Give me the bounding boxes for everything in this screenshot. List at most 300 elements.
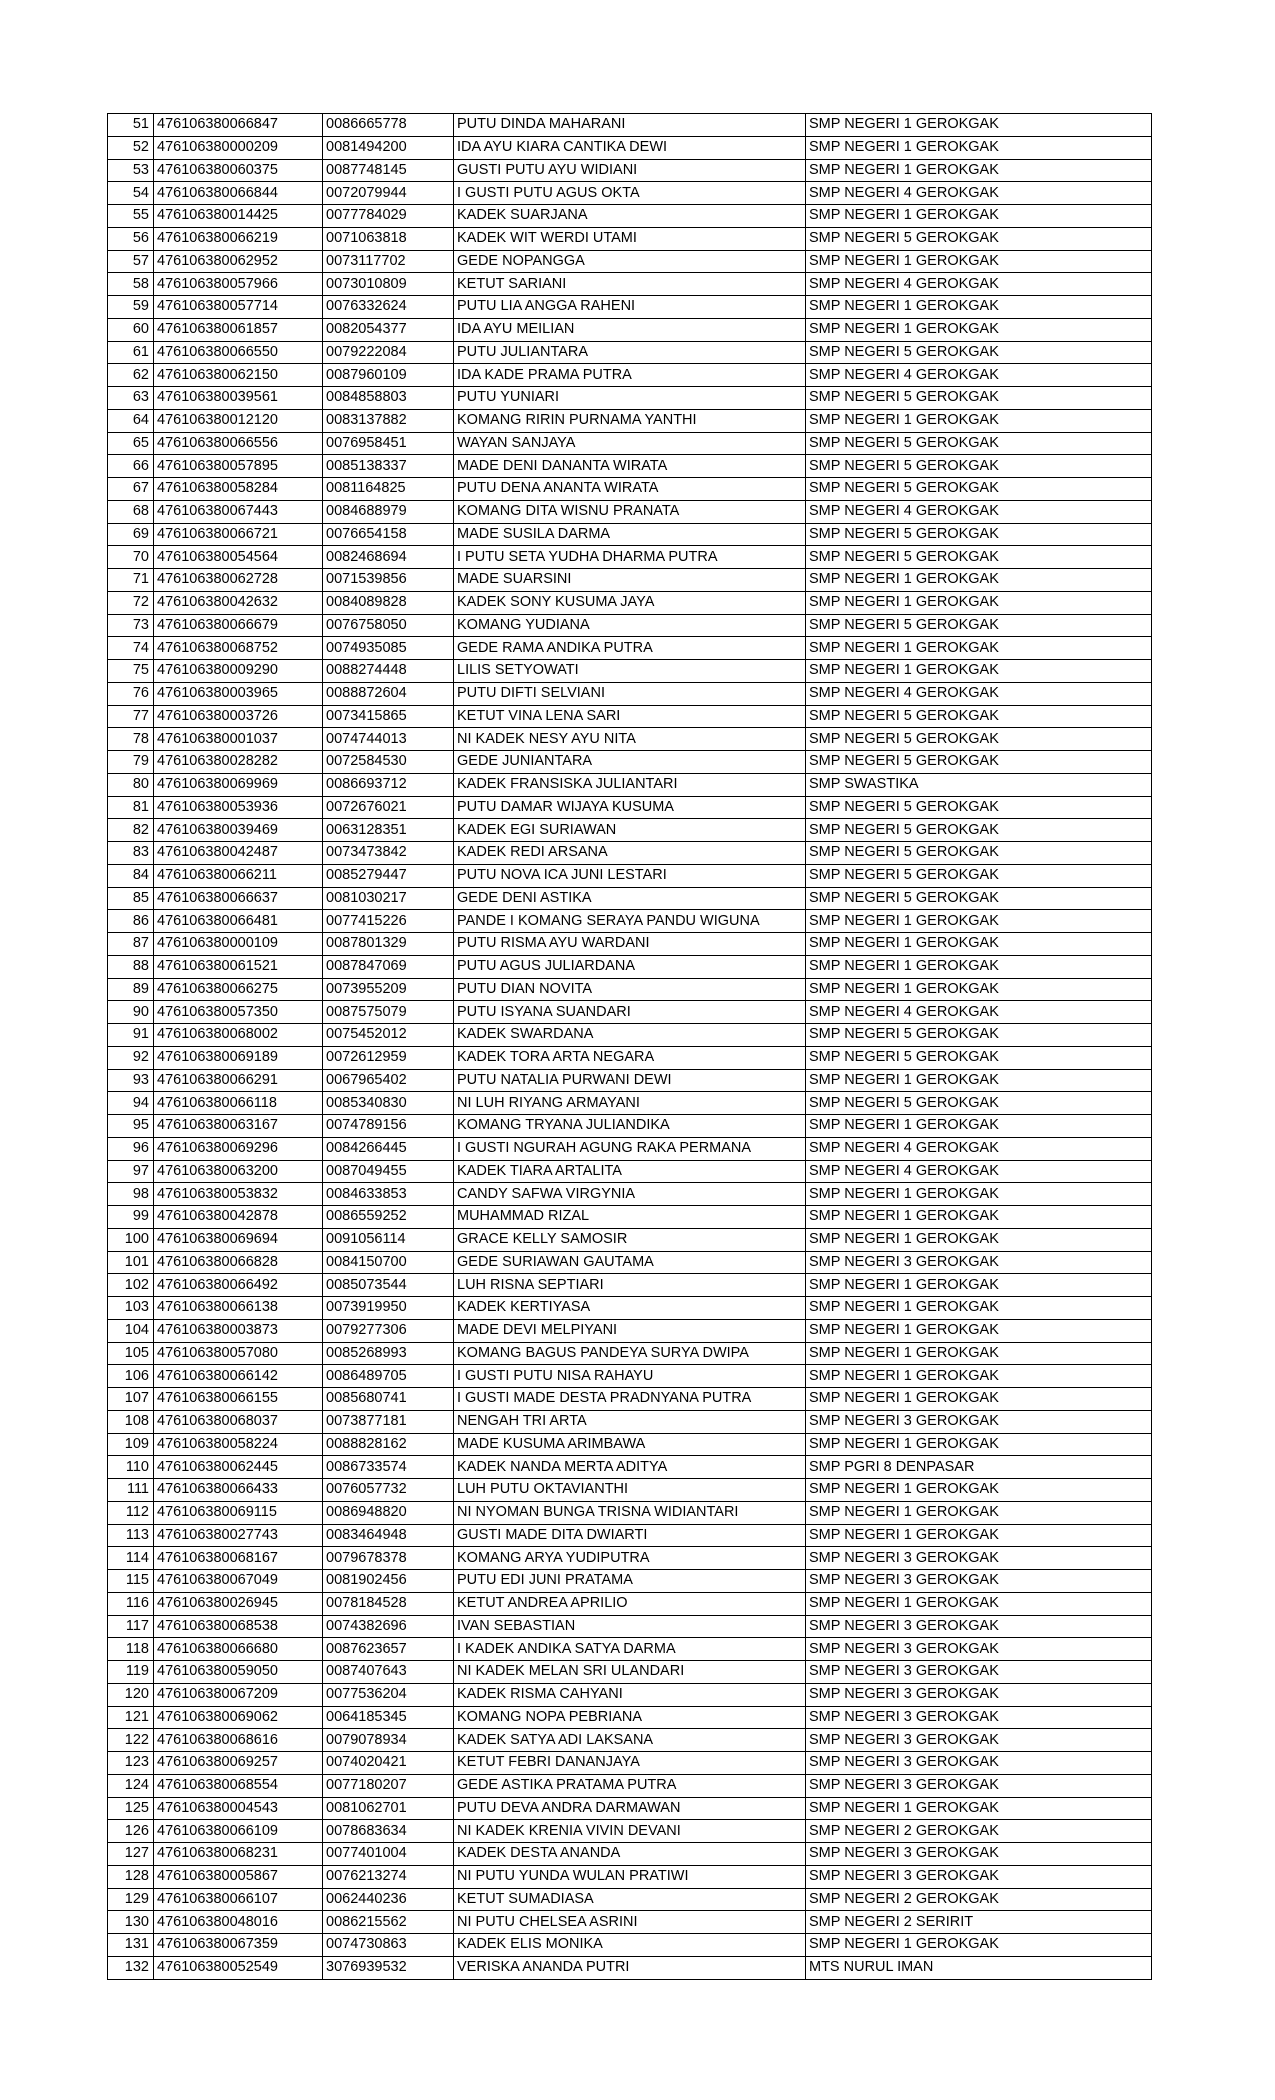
student-name-cell: NI PUTU CHELSEA ASRINI bbox=[454, 1911, 806, 1934]
school-name-cell: SMP NEGERI 3 GEROKGAK bbox=[806, 1865, 1152, 1888]
registration-number-cell: 476106380069189 bbox=[154, 1046, 323, 1069]
row-number-cell: 70 bbox=[108, 546, 154, 569]
nisn-cell: 0072584530 bbox=[323, 751, 454, 774]
row-number-cell: 118 bbox=[108, 1638, 154, 1661]
school-name-cell: SMP NEGERI 5 GEROKGAK bbox=[806, 1046, 1152, 1069]
nisn-cell: 0072676021 bbox=[323, 796, 454, 819]
student-name-cell: KETUT SARIANI bbox=[454, 273, 806, 296]
registration-number-cell: 476106380014425 bbox=[154, 205, 323, 228]
row-number-cell: 56 bbox=[108, 227, 154, 250]
registration-number-cell: 476106380066291 bbox=[154, 1069, 323, 1092]
school-name-cell: SMP NEGERI 5 GEROKGAK bbox=[806, 546, 1152, 569]
table-row bbox=[108, 1069, 1152, 1092]
nisn-cell: 0072079944 bbox=[323, 182, 454, 205]
school-name-cell: SMP NEGERI 1 GEROKGAK bbox=[806, 1479, 1152, 1502]
registration-number-cell: 476106380061857 bbox=[154, 318, 323, 341]
registration-number-cell: 476106380012120 bbox=[154, 409, 323, 432]
table-row bbox=[108, 1934, 1152, 1957]
student-name-cell: NI LUH RIYANG ARMAYANI bbox=[454, 1092, 806, 1115]
table-row bbox=[108, 728, 1152, 751]
table-row bbox=[108, 227, 1152, 250]
nisn-cell: 0087049455 bbox=[323, 1160, 454, 1183]
registration-number-cell: 476106380068538 bbox=[154, 1615, 323, 1638]
registration-number-cell: 476106380066844 bbox=[154, 182, 323, 205]
row-number-cell: 98 bbox=[108, 1183, 154, 1206]
registration-number-cell: 476106380028282 bbox=[154, 751, 323, 774]
student-name-cell: MADE SUARSINI bbox=[454, 569, 806, 592]
registration-number-cell: 476106380057350 bbox=[154, 1001, 323, 1024]
row-number-cell: 66 bbox=[108, 455, 154, 478]
nisn-cell: 0077784029 bbox=[323, 205, 454, 228]
nisn-cell: 0091056114 bbox=[323, 1228, 454, 1251]
table-row bbox=[108, 1092, 1152, 1115]
table-row bbox=[108, 842, 1152, 865]
nisn-cell: 0084688979 bbox=[323, 500, 454, 523]
registration-number-cell: 476106380060375 bbox=[154, 159, 323, 182]
table-row bbox=[108, 478, 1152, 501]
school-name-cell: SMP NEGERI 1 GEROKGAK bbox=[806, 955, 1152, 978]
registration-number-cell: 476106380067049 bbox=[154, 1570, 323, 1593]
row-number-cell: 80 bbox=[108, 773, 154, 796]
student-name-cell: GRACE KELLY SAMOSIR bbox=[454, 1228, 806, 1251]
row-number-cell: 106 bbox=[108, 1365, 154, 1388]
row-number-cell: 71 bbox=[108, 569, 154, 592]
registration-number-cell: 476106380057966 bbox=[154, 273, 323, 296]
table-row bbox=[108, 864, 1152, 887]
nisn-cell: 0071539856 bbox=[323, 569, 454, 592]
student-name-cell: KADEK TORA ARTA NEGARA bbox=[454, 1046, 806, 1069]
school-name-cell: SMP NEGERI 5 GEROKGAK bbox=[806, 341, 1152, 364]
nisn-cell: 0078683634 bbox=[323, 1820, 454, 1843]
nisn-cell: 0088828162 bbox=[323, 1433, 454, 1456]
student-name-cell: KOMANG RIRIN PURNAMA YANTHI bbox=[454, 409, 806, 432]
registration-number-cell: 476106380069694 bbox=[154, 1228, 323, 1251]
school-name-cell: SMP NEGERI 2 GEROKGAK bbox=[806, 1820, 1152, 1843]
row-number-cell: 74 bbox=[108, 637, 154, 660]
nisn-cell: 0077415226 bbox=[323, 910, 454, 933]
school-name-cell: SMP NEGERI 3 GEROKGAK bbox=[806, 1615, 1152, 1638]
school-name-cell: SMP NEGERI 3 GEROKGAK bbox=[806, 1661, 1152, 1684]
school-name-cell: SMP NEGERI 1 GEROKGAK bbox=[806, 1797, 1152, 1820]
row-number-cell: 55 bbox=[108, 205, 154, 228]
table-row bbox=[108, 1570, 1152, 1593]
nisn-cell: 0086559252 bbox=[323, 1206, 454, 1229]
table-row bbox=[108, 773, 1152, 796]
student-name-cell: KADEK ELIS MONIKA bbox=[454, 1934, 806, 1957]
school-name-cell: SMP NEGERI 1 GEROKGAK bbox=[806, 637, 1152, 660]
registration-number-cell: 476106380058284 bbox=[154, 478, 323, 501]
table-row bbox=[108, 1956, 1152, 1979]
school-name-cell: SMP NEGERI 1 GEROKGAK bbox=[806, 1115, 1152, 1138]
nisn-cell: 0082054377 bbox=[323, 318, 454, 341]
student-name-cell: I GUSTI PUTU AGUS OKTA bbox=[454, 182, 806, 205]
row-number-cell: 110 bbox=[108, 1456, 154, 1479]
student-name-cell: KADEK SONY KUSUMA JAYA bbox=[454, 591, 806, 614]
school-name-cell: SMP NEGERI 1 GEROKGAK bbox=[806, 1365, 1152, 1388]
nisn-cell: 0081062701 bbox=[323, 1797, 454, 1820]
student-name-cell: PUTU NOVA ICA JUNI LESTARI bbox=[454, 864, 806, 887]
row-number-cell: 79 bbox=[108, 751, 154, 774]
table-row bbox=[108, 1888, 1152, 1911]
registration-number-cell: 476106380066211 bbox=[154, 864, 323, 887]
row-number-cell: 94 bbox=[108, 1092, 154, 1115]
nisn-cell: 0082468694 bbox=[323, 546, 454, 569]
table-row bbox=[108, 1410, 1152, 1433]
table-row bbox=[108, 500, 1152, 523]
table-row bbox=[108, 569, 1152, 592]
registration-number-cell: 476106380053832 bbox=[154, 1183, 323, 1206]
registration-number-cell: 476106380003726 bbox=[154, 705, 323, 728]
nisn-cell: 0084150700 bbox=[323, 1251, 454, 1274]
registration-number-cell: 476106380066433 bbox=[154, 1479, 323, 1502]
student-name-cell: PUTU DAMAR WIJAYA KUSUMA bbox=[454, 796, 806, 819]
row-number-cell: 63 bbox=[108, 387, 154, 410]
nisn-cell: 0076057732 bbox=[323, 1479, 454, 1502]
registration-number-cell: 476106380066680 bbox=[154, 1638, 323, 1661]
nisn-cell: 0075452012 bbox=[323, 1024, 454, 1047]
nisn-cell: 0072612959 bbox=[323, 1046, 454, 1069]
nisn-cell: 0081902456 bbox=[323, 1570, 454, 1593]
student-name-cell: GUSTI MADE DITA DWIARTI bbox=[454, 1524, 806, 1547]
registration-number-cell: 476106380062952 bbox=[154, 250, 323, 273]
nisn-cell: 0086489705 bbox=[323, 1365, 454, 1388]
nisn-cell: 0073117702 bbox=[323, 250, 454, 273]
nisn-cell: 0086733574 bbox=[323, 1456, 454, 1479]
table-row bbox=[108, 705, 1152, 728]
school-name-cell: SMP NEGERI 1 GEROKGAK bbox=[806, 569, 1152, 592]
table-row bbox=[108, 1388, 1152, 1411]
school-name-cell: SMP NEGERI 1 GEROKGAK bbox=[806, 205, 1152, 228]
school-name-cell: SMP NEGERI 3 GEROKGAK bbox=[806, 1570, 1152, 1593]
nisn-cell: 0083137882 bbox=[323, 409, 454, 432]
student-name-cell: KADEK WIT WERDI UTAMI bbox=[454, 227, 806, 250]
row-number-cell: 88 bbox=[108, 955, 154, 978]
student-name-cell: GEDE RAMA ANDIKA PUTRA bbox=[454, 637, 806, 660]
registration-number-cell: 476106380042878 bbox=[154, 1206, 323, 1229]
student-name-cell: GEDE SURIAWAN GAUTAMA bbox=[454, 1251, 806, 1274]
row-number-cell: 101 bbox=[108, 1251, 154, 1274]
table-row bbox=[108, 1683, 1152, 1706]
registration-number-cell: 476106380068752 bbox=[154, 637, 323, 660]
table-row bbox=[108, 387, 1152, 410]
row-number-cell: 81 bbox=[108, 796, 154, 819]
nisn-cell: 0064185345 bbox=[323, 1706, 454, 1729]
registration-number-cell: 476106380039561 bbox=[154, 387, 323, 410]
row-number-cell: 132 bbox=[108, 1956, 154, 1979]
nisn-cell: 0084633853 bbox=[323, 1183, 454, 1206]
table-row bbox=[108, 637, 1152, 660]
nisn-cell: 0085680741 bbox=[323, 1388, 454, 1411]
school-name-cell: SMP NEGERI 1 GEROKGAK bbox=[806, 1297, 1152, 1320]
row-number-cell: 124 bbox=[108, 1774, 154, 1797]
school-name-cell: SMP NEGERI 1 GEROKGAK bbox=[806, 136, 1152, 159]
table-row bbox=[108, 591, 1152, 614]
school-name-cell: SMP NEGERI 2 GEROKGAK bbox=[806, 1888, 1152, 1911]
nisn-cell: 0084858803 bbox=[323, 387, 454, 410]
row-number-cell: 102 bbox=[108, 1274, 154, 1297]
student-name-cell: I PUTU SETA YUDHA DHARMA PUTRA bbox=[454, 546, 806, 569]
nisn-cell: 0078184528 bbox=[323, 1592, 454, 1615]
school-name-cell: SMP NEGERI 4 GEROKGAK bbox=[806, 182, 1152, 205]
school-name-cell: SMP NEGERI 1 GEROKGAK bbox=[806, 250, 1152, 273]
nisn-cell: 0073473842 bbox=[323, 842, 454, 865]
registration-number-cell: 476106380066155 bbox=[154, 1388, 323, 1411]
student-name-cell: I KADEK ANDIKA SATYA DARMA bbox=[454, 1638, 806, 1661]
row-number-cell: 64 bbox=[108, 409, 154, 432]
student-name-cell: LUH RISNA SEPTIARI bbox=[454, 1274, 806, 1297]
school-name-cell: SMP NEGERI 3 GEROKGAK bbox=[806, 1706, 1152, 1729]
nisn-cell: 0071063818 bbox=[323, 227, 454, 250]
nisn-cell: 0073955209 bbox=[323, 978, 454, 1001]
school-name-cell: SMP NEGERI 1 GEROKGAK bbox=[806, 1433, 1152, 1456]
registration-number-cell: 476106380066847 bbox=[154, 114, 323, 137]
school-name-cell: SMP NEGERI 1 GEROKGAK bbox=[806, 1228, 1152, 1251]
school-name-cell: SMP NEGERI 1 GEROKGAK bbox=[806, 114, 1152, 137]
row-number-cell: 69 bbox=[108, 523, 154, 546]
table-row bbox=[108, 1342, 1152, 1365]
school-name-cell: SMP NEGERI 3 GEROKGAK bbox=[806, 1683, 1152, 1706]
table-row bbox=[108, 751, 1152, 774]
table-row bbox=[108, 1706, 1152, 1729]
registration-number-cell: 476106380069969 bbox=[154, 773, 323, 796]
row-number-cell: 113 bbox=[108, 1524, 154, 1547]
nisn-cell: 0087801329 bbox=[323, 933, 454, 956]
nisn-cell: 0079678378 bbox=[323, 1547, 454, 1570]
registration-number-cell: 476106380026945 bbox=[154, 1592, 323, 1615]
row-number-cell: 57 bbox=[108, 250, 154, 273]
table-row bbox=[108, 1501, 1152, 1524]
table-row bbox=[108, 1183, 1152, 1206]
school-name-cell: SMP NEGERI 1 GEROKGAK bbox=[806, 1319, 1152, 1342]
nisn-cell: 0081494200 bbox=[323, 136, 454, 159]
student-name-cell: KADEK DESTA ANANDA bbox=[454, 1843, 806, 1866]
registration-number-cell: 476106380066637 bbox=[154, 887, 323, 910]
table-row bbox=[108, 1547, 1152, 1570]
nisn-cell: 0086948820 bbox=[323, 1501, 454, 1524]
student-name-cell: NI KADEK MELAN SRI ULANDARI bbox=[454, 1661, 806, 1684]
student-name-cell: PUTU YUNIARI bbox=[454, 387, 806, 410]
student-name-cell: IVAN SEBASTIAN bbox=[454, 1615, 806, 1638]
student-name-cell: KADEK SWARDANA bbox=[454, 1024, 806, 1047]
row-number-cell: 112 bbox=[108, 1501, 154, 1524]
nisn-cell: 0077180207 bbox=[323, 1774, 454, 1797]
nisn-cell: 0079078934 bbox=[323, 1729, 454, 1752]
school-name-cell: SMP NEGERI 1 GEROKGAK bbox=[806, 1183, 1152, 1206]
student-name-cell: PUTU DENA ANANTA WIRATA bbox=[454, 478, 806, 501]
row-number-cell: 72 bbox=[108, 591, 154, 614]
nisn-cell: 0074020421 bbox=[323, 1752, 454, 1775]
row-number-cell: 84 bbox=[108, 864, 154, 887]
school-name-cell: SMP NEGERI 4 GEROKGAK bbox=[806, 682, 1152, 705]
student-name-cell: PANDE I KOMANG SERAYA PANDU WIGUNA bbox=[454, 910, 806, 933]
student-name-cell: MUHAMMAD RIZAL bbox=[454, 1206, 806, 1229]
table-row bbox=[108, 159, 1152, 182]
table-row bbox=[108, 318, 1152, 341]
table-row bbox=[108, 1433, 1152, 1456]
registration-number-cell: 476106380000109 bbox=[154, 933, 323, 956]
registration-number-cell: 476106380058224 bbox=[154, 1433, 323, 1456]
row-number-cell: 131 bbox=[108, 1934, 154, 1957]
school-name-cell: SMP NEGERI 1 GEROKGAK bbox=[806, 159, 1152, 182]
nisn-cell: 0076758050 bbox=[323, 614, 454, 637]
school-name-cell: SMP NEGERI 1 GEROKGAK bbox=[806, 910, 1152, 933]
table-row bbox=[108, 1479, 1152, 1502]
table-row bbox=[108, 796, 1152, 819]
school-name-cell: SMP NEGERI 5 GEROKGAK bbox=[806, 614, 1152, 637]
table-row bbox=[108, 1911, 1152, 1934]
table-row bbox=[108, 296, 1152, 319]
registration-number-cell: 476106380067209 bbox=[154, 1683, 323, 1706]
student-table-body bbox=[108, 114, 1152, 1980]
school-name-cell: SMP NEGERI 5 GEROKGAK bbox=[806, 455, 1152, 478]
registration-number-cell: 476106380067443 bbox=[154, 500, 323, 523]
table-row bbox=[108, 1001, 1152, 1024]
nisn-cell: 0079277306 bbox=[323, 1319, 454, 1342]
row-number-cell: 60 bbox=[108, 318, 154, 341]
student-name-cell: KADEK EGI SURIAWAN bbox=[454, 819, 806, 842]
registration-number-cell: 476106380009290 bbox=[154, 660, 323, 683]
row-number-cell: 97 bbox=[108, 1160, 154, 1183]
registration-number-cell: 476106380003965 bbox=[154, 682, 323, 705]
table-row bbox=[108, 1797, 1152, 1820]
registration-number-cell: 476106380059050 bbox=[154, 1661, 323, 1684]
registration-number-cell: 476106380005867 bbox=[154, 1865, 323, 1888]
table-row bbox=[108, 1160, 1152, 1183]
student-name-cell: KOMANG NOPA PEBRIANA bbox=[454, 1706, 806, 1729]
school-name-cell: SMP NEGERI 5 GEROKGAK bbox=[806, 227, 1152, 250]
row-number-cell: 62 bbox=[108, 364, 154, 387]
row-number-cell: 107 bbox=[108, 1388, 154, 1411]
registration-number-cell: 476106380066109 bbox=[154, 1820, 323, 1843]
registration-number-cell: 476106380066828 bbox=[154, 1251, 323, 1274]
student-name-cell: PUTU AGUS JULIARDANA bbox=[454, 955, 806, 978]
table-row bbox=[108, 660, 1152, 683]
school-name-cell: SMP NEGERI 5 GEROKGAK bbox=[806, 864, 1152, 887]
nisn-cell: 0086665778 bbox=[323, 114, 454, 137]
nisn-cell: 0081164825 bbox=[323, 478, 454, 501]
row-number-cell: 119 bbox=[108, 1661, 154, 1684]
registration-number-cell: 476106380001037 bbox=[154, 728, 323, 751]
school-name-cell: SMP NEGERI 3 GEROKGAK bbox=[806, 1843, 1152, 1866]
row-number-cell: 93 bbox=[108, 1069, 154, 1092]
table-row bbox=[108, 614, 1152, 637]
student-name-cell: NI KADEK KRENIA VIVIN DEVANI bbox=[454, 1820, 806, 1843]
registration-number-cell: 476106380062150 bbox=[154, 364, 323, 387]
student-name-cell: KETUT ANDREA APRILIO bbox=[454, 1592, 806, 1615]
school-name-cell: SMP NEGERI 3 GEROKGAK bbox=[806, 1774, 1152, 1797]
school-name-cell: SMP NEGERI 5 GEROKGAK bbox=[806, 796, 1152, 819]
table-row bbox=[108, 1365, 1152, 1388]
table-row bbox=[108, 205, 1152, 228]
row-number-cell: 52 bbox=[108, 136, 154, 159]
school-name-cell: SMP NEGERI 3 GEROKGAK bbox=[806, 1638, 1152, 1661]
student-name-cell: GUSTI PUTU AYU WIDIANI bbox=[454, 159, 806, 182]
row-number-cell: 128 bbox=[108, 1865, 154, 1888]
nisn-cell: 0085138337 bbox=[323, 455, 454, 478]
table-row bbox=[108, 819, 1152, 842]
school-name-cell: SMP NEGERI 1 GEROKGAK bbox=[806, 409, 1152, 432]
row-number-cell: 65 bbox=[108, 432, 154, 455]
table-row bbox=[108, 1752, 1152, 1775]
row-number-cell: 127 bbox=[108, 1843, 154, 1866]
table-row bbox=[108, 523, 1152, 546]
table-row bbox=[108, 455, 1152, 478]
row-number-cell: 85 bbox=[108, 887, 154, 910]
row-number-cell: 103 bbox=[108, 1297, 154, 1320]
table-row bbox=[108, 136, 1152, 159]
student-name-cell: MADE KUSUMA ARIMBAWA bbox=[454, 1433, 806, 1456]
row-number-cell: 120 bbox=[108, 1683, 154, 1706]
row-number-cell: 115 bbox=[108, 1570, 154, 1593]
row-number-cell: 121 bbox=[108, 1706, 154, 1729]
nisn-cell: 0086215562 bbox=[323, 1911, 454, 1934]
registration-number-cell: 476106380066556 bbox=[154, 432, 323, 455]
school-name-cell: SMP NEGERI 2 SERIRIT bbox=[806, 1911, 1152, 1934]
school-name-cell: SMP NEGERI 5 GEROKGAK bbox=[806, 432, 1152, 455]
nisn-cell: 0073010809 bbox=[323, 273, 454, 296]
student-name-cell: PUTU DIFTI SELVIANI bbox=[454, 682, 806, 705]
nisn-cell: 0074935085 bbox=[323, 637, 454, 660]
table-row bbox=[108, 1638, 1152, 1661]
registration-number-cell: 476106380066118 bbox=[154, 1092, 323, 1115]
row-number-cell: 126 bbox=[108, 1820, 154, 1843]
row-number-cell: 95 bbox=[108, 1115, 154, 1138]
school-name-cell: SMP NEGERI 4 GEROKGAK bbox=[806, 273, 1152, 296]
row-number-cell: 78 bbox=[108, 728, 154, 751]
row-number-cell: 109 bbox=[108, 1433, 154, 1456]
student-name-cell: PUTU DEVA ANDRA DARMAWAN bbox=[454, 1797, 806, 1820]
student-name-cell: PUTU NATALIA PURWANI DEWI bbox=[454, 1069, 806, 1092]
row-number-cell: 77 bbox=[108, 705, 154, 728]
student-name-cell: NENGAH TRI ARTA bbox=[454, 1410, 806, 1433]
school-name-cell: SMP NEGERI 1 GEROKGAK bbox=[806, 318, 1152, 341]
registration-number-cell: 476106380066481 bbox=[154, 910, 323, 933]
table-row bbox=[108, 1729, 1152, 1752]
registration-number-cell: 476106380039469 bbox=[154, 819, 323, 842]
registration-number-cell: 476106380068037 bbox=[154, 1410, 323, 1433]
student-name-cell: PUTU DINDA MAHARANI bbox=[454, 114, 806, 137]
row-number-cell: 87 bbox=[108, 933, 154, 956]
registration-number-cell: 476106380066679 bbox=[154, 614, 323, 637]
row-number-cell: 125 bbox=[108, 1797, 154, 1820]
school-name-cell: SMP NEGERI 5 GEROKGAK bbox=[806, 1024, 1152, 1047]
table-row bbox=[108, 1274, 1152, 1297]
school-name-cell: SMP NEGERI 4 GEROKGAK bbox=[806, 364, 1152, 387]
row-number-cell: 122 bbox=[108, 1729, 154, 1752]
table-row bbox=[108, 1524, 1152, 1547]
table-row bbox=[108, 432, 1152, 455]
nisn-cell: 0084089828 bbox=[323, 591, 454, 614]
table-row bbox=[108, 1456, 1152, 1479]
nisn-cell: 0085268993 bbox=[323, 1342, 454, 1365]
table-row bbox=[108, 910, 1152, 933]
registration-number-cell: 476106380068002 bbox=[154, 1024, 323, 1047]
student-name-cell: I GUSTI NGURAH AGUNG RAKA PERMANA bbox=[454, 1137, 806, 1160]
table-row bbox=[108, 1615, 1152, 1638]
student-name-cell: GEDE NOPANGGA bbox=[454, 250, 806, 273]
nisn-cell: 0087847069 bbox=[323, 955, 454, 978]
nisn-cell: 0087748145 bbox=[323, 159, 454, 182]
school-name-cell: SMP NEGERI 4 GEROKGAK bbox=[806, 1137, 1152, 1160]
registration-number-cell: 476106380042632 bbox=[154, 591, 323, 614]
student-name-cell: GEDE JUNIANTARA bbox=[454, 751, 806, 774]
row-number-cell: 89 bbox=[108, 978, 154, 1001]
table-row bbox=[108, 546, 1152, 569]
school-name-cell: SMP NEGERI 1 GEROKGAK bbox=[806, 660, 1152, 683]
school-name-cell: SMP NEGERI 5 GEROKGAK bbox=[806, 728, 1152, 751]
nisn-cell: 0085340830 bbox=[323, 1092, 454, 1115]
school-name-cell: SMP NEGERI 3 GEROKGAK bbox=[806, 1410, 1152, 1433]
